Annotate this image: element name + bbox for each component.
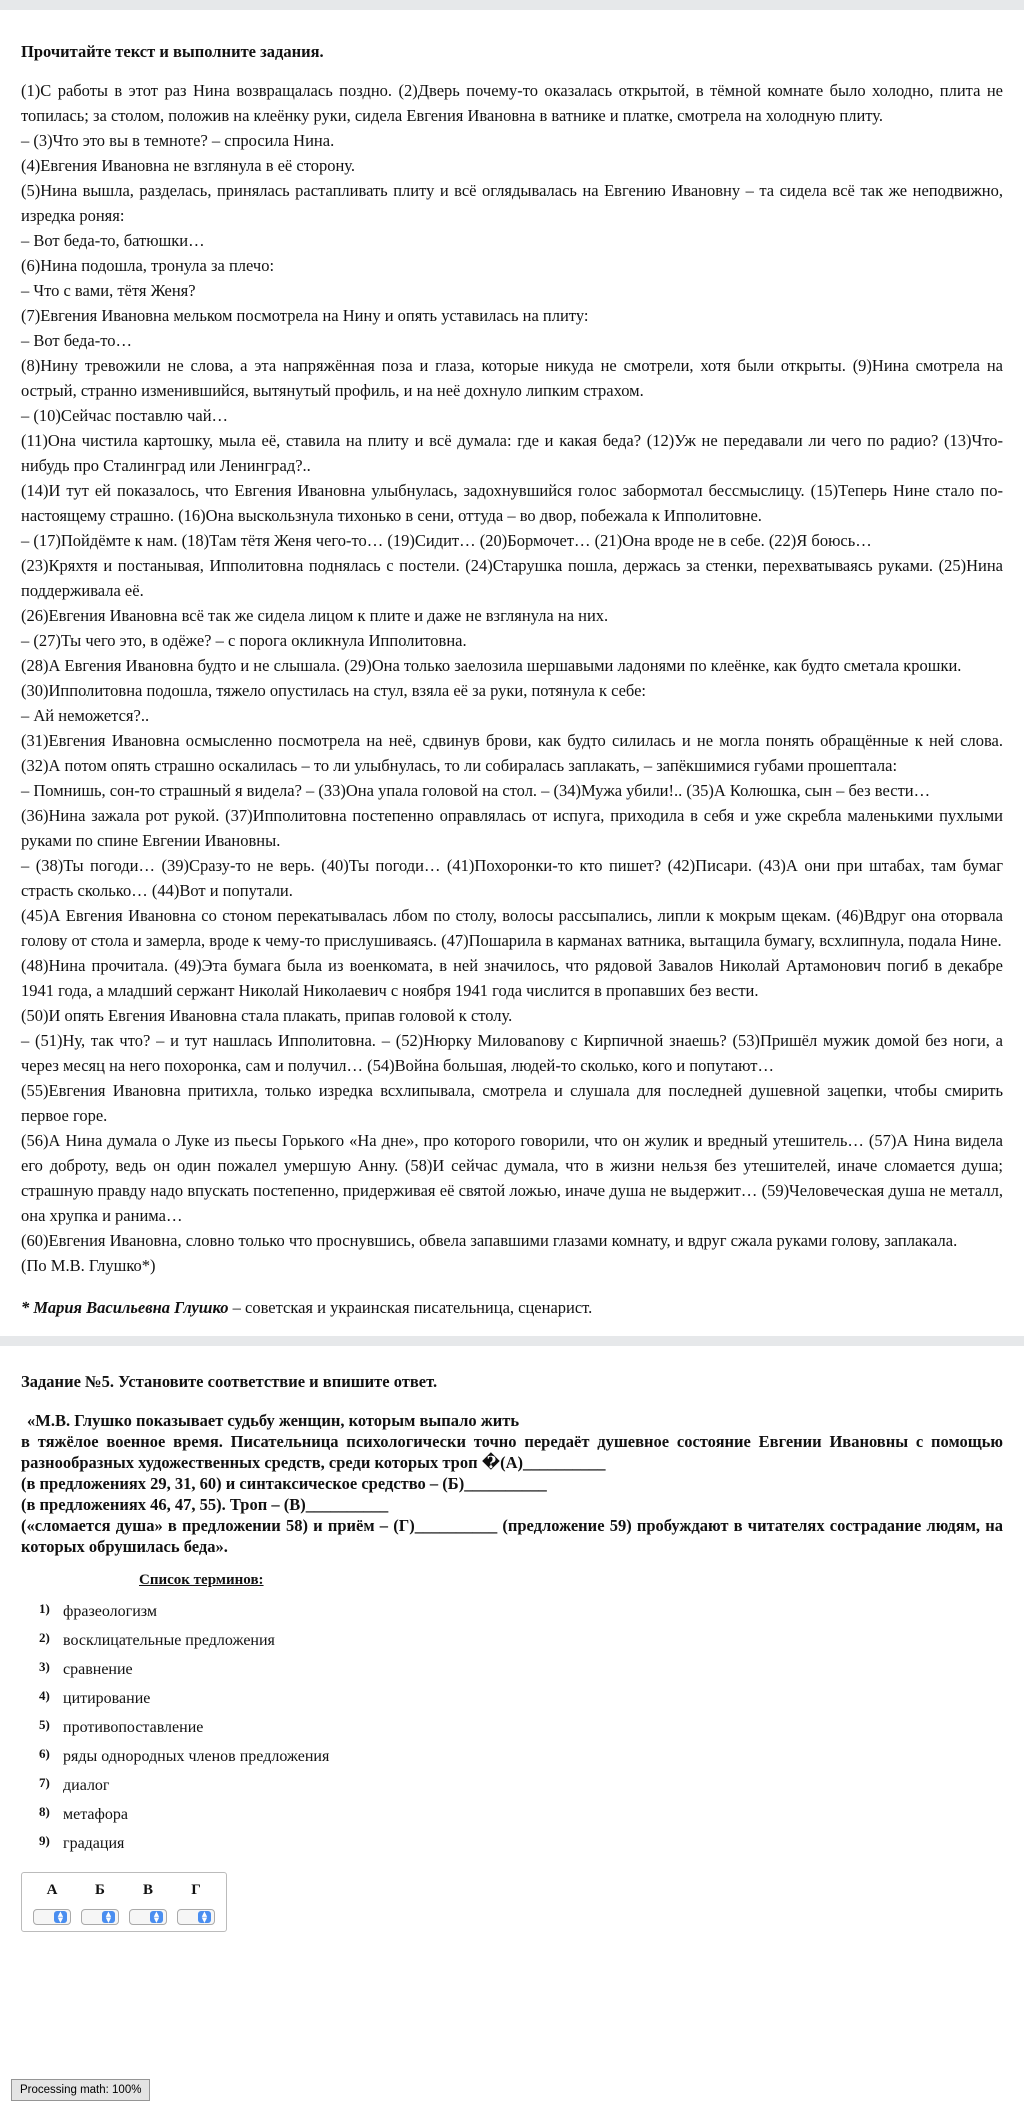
answer-table <box>21 1872 227 1932</box>
text-paragraph: (55)Евгения Ивановна притихла, только изредка всхлипывала, смотрела и слушала для последней душевной зацепки, чтобы смирить первое горе. <box>21 1081 1003 1125</box>
term-number: 3) <box>39 1659 50 1674</box>
text-paragraph: – (38)Ты погоди… (39)Сразу-то не верь. (40)Ты погоди… (41)Похоронки-то кто пишет? (42)Писари. (43)А они при штабах, там бумаг страсть сколько… (44)Вот и попутали. <box>21 856 1003 900</box>
text-paragraph: (36)Нина зажала рот рукой. (37)Ипполитовна постепенно оправлялась от испуга, приходила в себя и уже скребла маленькими пухлыми руками по спине Евгении Ивановны. <box>21 806 1003 850</box>
task-heading: Задание №5. Установите соответствие и впишите ответ. <box>21 1372 438 1391</box>
answer-letter: А <box>46 1882 58 1898</box>
task-line: «М.В. Глушко показывает судьбу женщин, которым выпало жить <box>27 1411 520 1430</box>
term-item <box>39 1655 1003 1684</box>
answer-selects-row <box>22 1903 226 1925</box>
answer-select[interactable] <box>81 1909 119 1925</box>
answer-select[interactable] <box>129 1909 167 1925</box>
text-paragraph: – Вот беда-то, батюшки… <box>21 231 205 250</box>
task-text <box>21 1410 1003 1557</box>
text-paragraph: – (10)Сейчас поставлю чай… <box>21 406 229 425</box>
text-paragraph: (11)Она чистила картошку, мыла её, ставила на плиту и всё думала: где и какая беда? (12)Уж не передавали ли чего по радио? (13)Что-нибудь про Сталинград или Ленинград?.. <box>21 431 1003 475</box>
term-number: 9) <box>39 1833 50 1848</box>
term-item <box>39 1800 1003 1829</box>
term-item <box>39 1597 1003 1626</box>
term-item <box>39 1626 1003 1655</box>
text-paragraph: – (3)Что это вы в темноте? – спросила Нина. <box>21 131 335 150</box>
text-paragraph: (6)Нина подошла, тронула за плечо: <box>21 256 275 275</box>
term-label: диалог <box>63 1777 110 1794</box>
term-number: 4) <box>39 1688 50 1703</box>
text-paragraph: (5)Нина вышла, разделась, принялась растапливать плиту и всё оглядывалась на Евгению Ивановну – та сидела всё так же неподвижно, изредка роняя: <box>21 181 1003 225</box>
term-list <box>21 1597 1003 1858</box>
term-item <box>39 1771 1003 1800</box>
term-label: ряды однородных членов предложения <box>63 1748 330 1765</box>
terms-title: Список терминов: <box>139 1572 264 1588</box>
text-paragraph: – (51)Ну, так что? – и тут нашлась Ипполитовна. – (52)Нюрку Миловanову с Кирпичной знаешь? (53)Пришёл мужик домой без ноги, а через месяц на него похоронка, сам и получил… (54)Война большая, людей-то сколько, кого и попутают… <box>21 1031 1003 1075</box>
text-paragraph: (30)Ипполитовна подошла, тяжело опустилась на стул, взяла её за руки, потянула к себе: <box>21 681 647 700</box>
text-paragraph: (60)Евгения Ивановна, словно только что проснувшись, обвела запавшими глазами комнату, и вдруг сжала руками голову, заплакала. <box>21 1231 958 1250</box>
text-paragraph: (31)Евгения Ивановна осмысленно посмотрела на неё, сдвинув брови, как будто силилась и не могла понять обращённые к ней слова. (32)А потом опять страшно оскалилась – то ли улыбнулась, то ли собиралась заплакать, – запёкшимися губами прошептала: <box>21 731 1003 775</box>
reading-section <box>0 10 1024 1318</box>
text-paragraph: (23)Кряхтя и постанывая, Ипполитовна поднялась с постели. (24)Старушка пошла, держась за стенки, перехватываясь руками. (25)Нина поддерживала её. <box>21 556 1003 600</box>
term-label: противопоставление <box>63 1719 204 1736</box>
text-paragraph: (По М.В. Глушко*) <box>21 1256 156 1275</box>
term-label: восклицательные предложения <box>63 1632 275 1649</box>
text-paragraph: (4)Евгения Ивановна не взглянула в её сторону. <box>21 156 356 175</box>
processing-math-status: Processing math: 100% <box>11 2079 150 2101</box>
answer-letter: Г <box>191 1882 201 1898</box>
term-number: 2) <box>39 1630 50 1645</box>
term-item <box>39 1829 1003 1858</box>
select-arrow-icon: ▲ ▼ <box>198 1911 211 1923</box>
text-paragraph: – Помнишь, сон-то страшный я видела? – (33)Она упала головой на стол. – (34)Мужа убили!.. (35)А Колюшка, сын – без вести… <box>21 781 931 800</box>
term-item <box>39 1713 1003 1742</box>
answer-select[interactable] <box>33 1909 71 1925</box>
term-item <box>39 1742 1003 1771</box>
author-footnote <box>21 1298 1003 1318</box>
term-label: метафора <box>63 1806 128 1823</box>
footnote-author: Мария Васильевна Глушко <box>33 1298 229 1317</box>
task-line: (в предложениях 46, 47, 55). Троп – (В)__________ <box>21 1495 389 1514</box>
term-label: сравнение <box>63 1661 133 1678</box>
text-paragraph: (28)А Евгения Ивановна будто и не слышала. (29)Она только заелозила шершавыми ладонями по клеёнке, как будто сметала крошки. <box>21 656 962 675</box>
term-label: цитирование <box>63 1690 151 1707</box>
text-paragraph: – Что с вами, тётя Женя? <box>21 281 196 300</box>
answer-letter: Б <box>95 1882 105 1898</box>
text-paragraph: – (27)Ты чего это, в одёже? – с порога окликнула Ипполитовна. <box>21 631 467 650</box>
answer-letter: В <box>142 1882 153 1898</box>
select-arrow-icon: ▲ ▼ <box>54 1911 67 1923</box>
task-line: («сломается душа» в предложении 58) и приём – (Г)__________ (предложение 59) пробуждают в читателях сострадание людям, на которых обрушилась беда». <box>21 1516 1003 1556</box>
text-paragraph: (26)Евгения Ивановна всё так же сидела лицом к плите и даже не взглянула на них. <box>21 606 609 625</box>
text-paragraph: (45)А Евгения Ивановна со стоном перекатывалась лбом по столу, волосы рассыпались, липли к мокрым щекам. (46)Вдруг она оторвала голову от стола и замерла, вроде к чему-то прислушиваясь. (47)Пошарила в карманах ватника, вытащила бумагу, всхлипнула, подала Нине. <box>21 906 1003 950</box>
reading-heading: Прочитайте текст и выполните задания. <box>21 42 324 61</box>
top-divider <box>0 0 1024 10</box>
select-arrow-icon: ▲ ▼ <box>102 1911 115 1923</box>
text-paragraph: (48)Нина прочитала. (49)Эта бумага была из военкомата, в ней значилось, что рядовой Завалов Николай Артамонович погиб в декабре 1941 года, а младший сержант Николай Николаевич с ноября 1941 года числится в пропавших без вести. <box>21 956 1003 1000</box>
text-paragraph: (56)А Нина думала о Луке из пьесы Горького «На дне», про которого говорили, что он жулик и вредный утешитель… (57)А Нина видела его доброту, ведь он один пожалел умершую Анну. (58)И сейчас думала, что в жизни нельзя без утешителей, иначе сломается душа; страшную правду надо впускать постепенно, придерживая её святой ложью, иначе душа не выдержит… (59)Человеческая душа не металл, она хрупка и ранима… <box>21 1131 1003 1225</box>
text-paragraph: (14)И тут ей показалось, что Евгения Ивановна улыбнулась, задохнувшийся голос забормотал бессмыслицу. (15)Теперь Нине стало по-настоящему страшно. (16)Она выскользнула тихонько в сени, оттуда – во двор, побежала к Ипполитовне. <box>21 481 1003 525</box>
text-paragraph: (8)Нину тревожили не слова, а эта напряжённая поза и глаза, которые никуда не смотрели, хотя были открыты. (9)Нина смотрела на острый, странно изменившийся, вытянутый профиль, и на неё дохнуло липким страхом. <box>21 356 1003 400</box>
answer-letters-row <box>22 1877 226 1903</box>
answer-select[interactable] <box>177 1909 215 1925</box>
term-number: 7) <box>39 1775 50 1790</box>
term-number: 5) <box>39 1717 50 1732</box>
text-paragraph: (50)И опять Евгения Ивановна стала плакать, припав головой к столу. <box>21 1006 513 1025</box>
task-line: (в предложениях 29, 31, 60) и синтаксическое средство – (Б)__________ <box>21 1474 547 1493</box>
reading-text <box>21 78 1003 1278</box>
term-number: 8) <box>39 1804 50 1819</box>
text-paragraph: – (17)Пойдёмте к нам. (18)Там тётя Женя чего-то… (19)Сидит… (20)Бормочет… (21)Она вроде не в себе. (22)Я боюсь… <box>21 531 872 550</box>
term-label: градация <box>63 1835 125 1852</box>
footnote-star: * <box>21 1298 34 1317</box>
text-paragraph: (1)С работы в этот раз Нина возвращалась поздно. (2)Дверь почему-то оказалась открытой, в тёмной комнате было холодно, плита не топилась; за столом, положив на клеёнку руки, сидела Евгения Ивановна в ватнике и платке, смотрела на холодную плиту. <box>21 81 1003 125</box>
term-number: 1) <box>39 1601 50 1616</box>
task-section <box>0 1346 1024 1932</box>
text-paragraph: (7)Евгения Ивановна мельком посмотрела на Нину и опять уставилась на плиту: <box>21 306 589 325</box>
task-line: в тяжёлое военное время. Писательница психологически точно передаёт душевное состояние Евгении Ивановны с помощью разнообразных художественных средств, среди которых троп �(А)__________ <box>21 1432 1003 1472</box>
select-arrow-icon: ▲ ▼ <box>150 1911 163 1923</box>
term-item <box>39 1684 1003 1713</box>
text-paragraph: – Ай неможется?.. <box>21 706 150 725</box>
term-number: 6) <box>39 1746 50 1761</box>
text-paragraph: – Вот беда-то… <box>21 331 132 350</box>
section-divider <box>0 1336 1024 1346</box>
footnote-description: – советская и украинская писательница, сценарист. <box>228 1298 593 1317</box>
term-label: фразеологизм <box>63 1603 158 1620</box>
